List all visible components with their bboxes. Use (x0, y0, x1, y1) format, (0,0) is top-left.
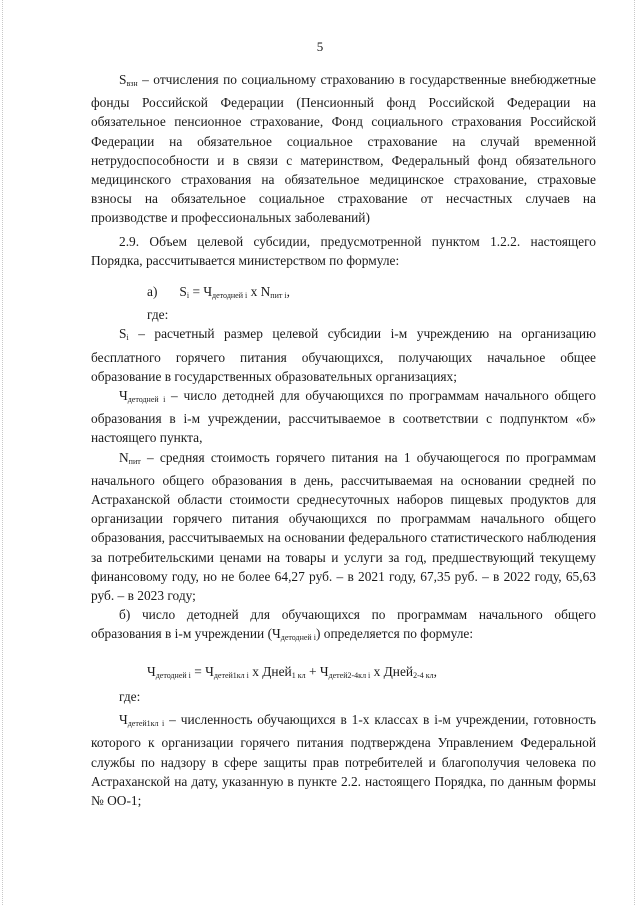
subscript: детей2-4кл i (328, 670, 371, 680)
where-label-2: где: (119, 688, 141, 704)
formula-lhs: S (179, 284, 187, 300)
formula-term: x N (247, 284, 271, 300)
paragraph-b (91, 605, 596, 647)
paragraph-text: ) определяется по формуле: (315, 626, 474, 642)
subscript: пит (128, 456, 141, 466)
variable-ch: Ч (119, 388, 128, 404)
paragraph-text: б) число детодней для обучающихся по программам начального общего образования в i-м учреждении (Ч (91, 607, 596, 642)
formula-term: , (286, 284, 290, 300)
paragraph-si-definition (91, 324, 596, 386)
paragraph-ch-1kl-definition (91, 710, 596, 810)
variable-ch-1kl: Ч (119, 712, 128, 728)
formula-b (91, 662, 596, 685)
definition-text: – средняя стоимость горячего питания на 1 обучающегося по программам начального общего образования в день, рассчитываемая на основании средней по Астраханской области стоимости среднесуточных наборов пищевых продуктов для организации горячего питания обучающихся по программам начального общего образования, рассчитываемых на основании федерального статистического наблюдения за потребительскими ценами на товары и услуги за год, предшествующий текущему финансовому году, но не более 64,27 руб. – в 2021 году, 67,35 руб. – в 2022 году, 65,63 руб. – в 2023 году; (91, 449, 596, 604)
definition-text: – число детодней для обучающихся по программам начального общего образования в i-м учреждении, рассчитываемое в соответствии с подпунктом «б» настоящего пункта, (91, 388, 597, 446)
page-edge-left (2, 0, 6, 905)
subscript: детей1кл i (213, 670, 249, 680)
formula-term: Ч (147, 663, 156, 679)
formula-term: х Дней (248, 663, 292, 679)
paragraph-ch-definition (91, 386, 596, 448)
page-edge-right (634, 0, 638, 905)
formula-label: а) (147, 284, 158, 300)
formula-term: = Ч (189, 284, 213, 300)
subscript: детей1кл i (127, 719, 165, 729)
variable-s: S (119, 72, 127, 87)
definition-text: – численность обучающихся в 1-х классах в i-м учреждении, готовность которого к организации горячего питания подтверждена Управлением Федеральной службы по надзору в сфере защиты прав потребителей и благополучия человека по Астраханской на дату, указанную в пункте 2.2. настоящего Порядка, по данным формы № ОО-1; (91, 712, 596, 808)
subscript: пит i (270, 291, 287, 301)
paragraph-n-definition (91, 448, 596, 606)
subscript: детодней i (280, 633, 316, 643)
where-label: где: (147, 307, 169, 323)
formula-term: , (433, 663, 437, 679)
subscript: детодней i (155, 670, 191, 680)
page-number: 5 (316, 39, 324, 54)
variable-n: N (119, 449, 129, 465)
subscript: 1 кл (291, 670, 306, 680)
definition-text: – расчетный размер целевой субсидии i-м учреждению на организацию бесплатного горячего питания обучающихся, получающих начальное общее образование в государственных образовательных организациях; (91, 326, 596, 384)
definition-text: – отчисления по социальному страхованию в государственные внебюджетные фонды Российской Федерации (Пенсионный фонд Российской Федерации на обязательное пенсионное страхование, Фонд социального страхования Российской Федерации на обязательное социальное страхование на случай временной нетрудоспособности и в связи с материнством, Федеральный фонд обязательного медицинского страхования на обязательное медицинское страхование, страховые взносы на обязательное социальное страхование от несчастных случаев на производстве и профессиональных заболеваний) (91, 72, 596, 226)
subscript: 2-4 кл (413, 670, 434, 680)
paragraph-s-vzn-definition (91, 70, 596, 228)
variable-si: S (119, 326, 127, 342)
formula-a (91, 282, 596, 305)
subscript: i (186, 291, 190, 301)
formula-term: х Дней (370, 663, 414, 679)
subscript: детодней i (212, 291, 248, 301)
subscript: i (126, 333, 129, 343)
subscript: детодней i (127, 395, 166, 405)
paragraph-2-9: 2.9. Объем целевой субсидии, предусмотренной пунктом 1.2.2. настоящего Порядка, рассчитывается министерством по формуле: (91, 233, 596, 268)
formula-term: = Ч (190, 663, 214, 679)
subscript: взн (126, 79, 138, 88)
document-body (91, 70, 596, 810)
formula-term: + Ч (305, 663, 329, 679)
